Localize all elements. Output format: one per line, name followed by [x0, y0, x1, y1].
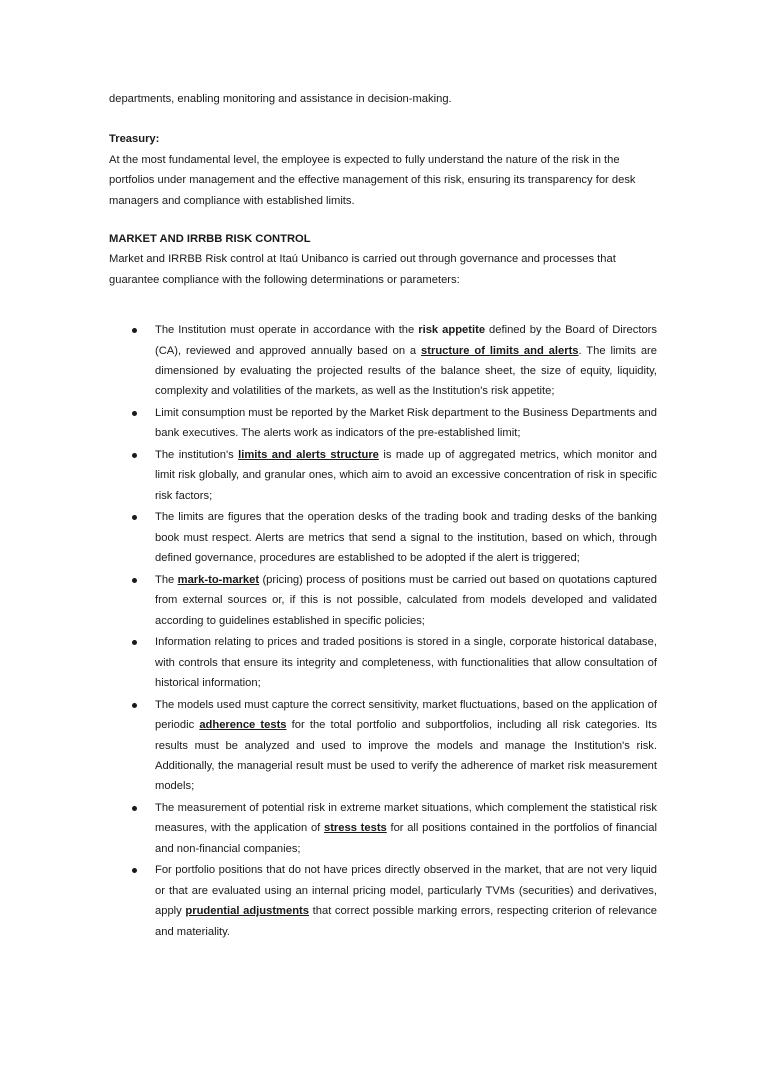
keyword-adherence-tests: adherence tests — [199, 719, 287, 732]
bullet-item: Information relating to prices and traded positions is stored in a single, corporate historical database, with controls that ensure its integrity and completeness, with functionalities that allow consultation of historical information; — [109, 632, 657, 693]
bullet-item: The Institution must operate in accordance with the risk appetite defined by the Board of Directors (CA), reviewed and approved annually based on a structure of limits and alerts. The limits are dimensioned by evaluating the projected results of the balance sheet, the size of equity, liquidity, complexity and volatilities of the markets, as well as the Institution's risk appetite; — [109, 320, 657, 402]
risk-control-bullet-list — [109, 320, 657, 942]
bullet-item: The models used must capture the correct sensitivity, market fluctuations, based on the application of periodic adherence tests for the total portfolio and subportfolios, including all risk categories. Its results must be analyzed and used to improve the models and manage the Institution's risk. Additionally, the managerial result must be used to verify the adherence of market risk measurement models; — [109, 695, 657, 797]
bullet-item: The limits are figures that the operation desks of the trading book and trading desks of the banking book must respect. Alerts are metrics that send a signal to the institution, based on which, through defined governance, procedures are established to be adopted if the alert is triggered; — [109, 507, 657, 568]
market-irrbb-heading: MARKET AND IRRBB RISK CONTROL — [109, 233, 311, 246]
keyword-limits-alerts-structure: limits and alerts structure — [238, 449, 379, 462]
bullet-icon — [132, 453, 137, 458]
bullet-icon — [132, 806, 137, 811]
bullet-item: Limit consumption must be reported by the Market Risk department to the Business Departments and bank executives. The alerts work as indicators of the pre-established limit; — [109, 403, 657, 444]
keyword-risk-appetite: risk appetite — [418, 324, 486, 337]
bullet-icon — [132, 640, 137, 645]
bullet-icon — [132, 411, 137, 416]
market-irrbb-intro: Market and IRRBB Risk control at Itaú Unibanco is carried out through governance and processes that guarantee compliance with the following determinations or parameters: — [109, 253, 616, 286]
bullet-item: The institution's limits and alerts structure is made up of aggregated metrics, which monitor and limit risk globally, and granular ones, which aim to avoid an excessive concentration of risk in specific risk factors; — [109, 445, 657, 506]
bullet-icon — [132, 703, 137, 708]
keyword-structure-of-limits: structure of limits and alerts — [421, 344, 579, 357]
bullet-item: The mark-to-market (pricing) process of positions must be carried out based on quotations captured from external sources or, if this is not possible, calculated from models developed and validated according to guidelines established in specific policies; — [109, 570, 657, 631]
bullet-icon — [132, 328, 137, 333]
keyword-prudential-adjustments: prudential adjustments — [185, 905, 309, 918]
keyword-mark-to-market: mark-to-market — [177, 573, 260, 586]
treasury-paragraph: At the most fundamental level, the employee is expected to fully understand the nature of the risk in the portfolios under management and the effective management of this risk, ensuring its transparency for desk managers and compliance with established limits. — [109, 153, 636, 207]
intro-tail-paragraph: departments, enabling monitoring and assistance in decision-making. — [109, 93, 452, 105]
keyword-stress-tests: stress tests — [323, 822, 387, 835]
bullet-icon — [132, 515, 137, 520]
treasury-heading: Treasury: — [109, 133, 160, 146]
document-body — [109, 89, 657, 943]
bullet-icon — [132, 578, 137, 583]
bullet-item: The measurement of potential risk in extreme market situations, which complement the statistical risk measures, with the application of stress tests for all positions contained in the portfolios of financial and non-financial companies; — [109, 798, 657, 859]
bullet-item: For portfolio positions that do not have prices directly observed in the market, that are not very liquid or that are evaluated using an internal pricing model, particularly TVMs (securities) and derivatives, apply prudential adjustments that correct possible marking errors, respecting criterion of relevance and materiality. — [109, 860, 657, 942]
bullet-icon — [132, 868, 137, 873]
